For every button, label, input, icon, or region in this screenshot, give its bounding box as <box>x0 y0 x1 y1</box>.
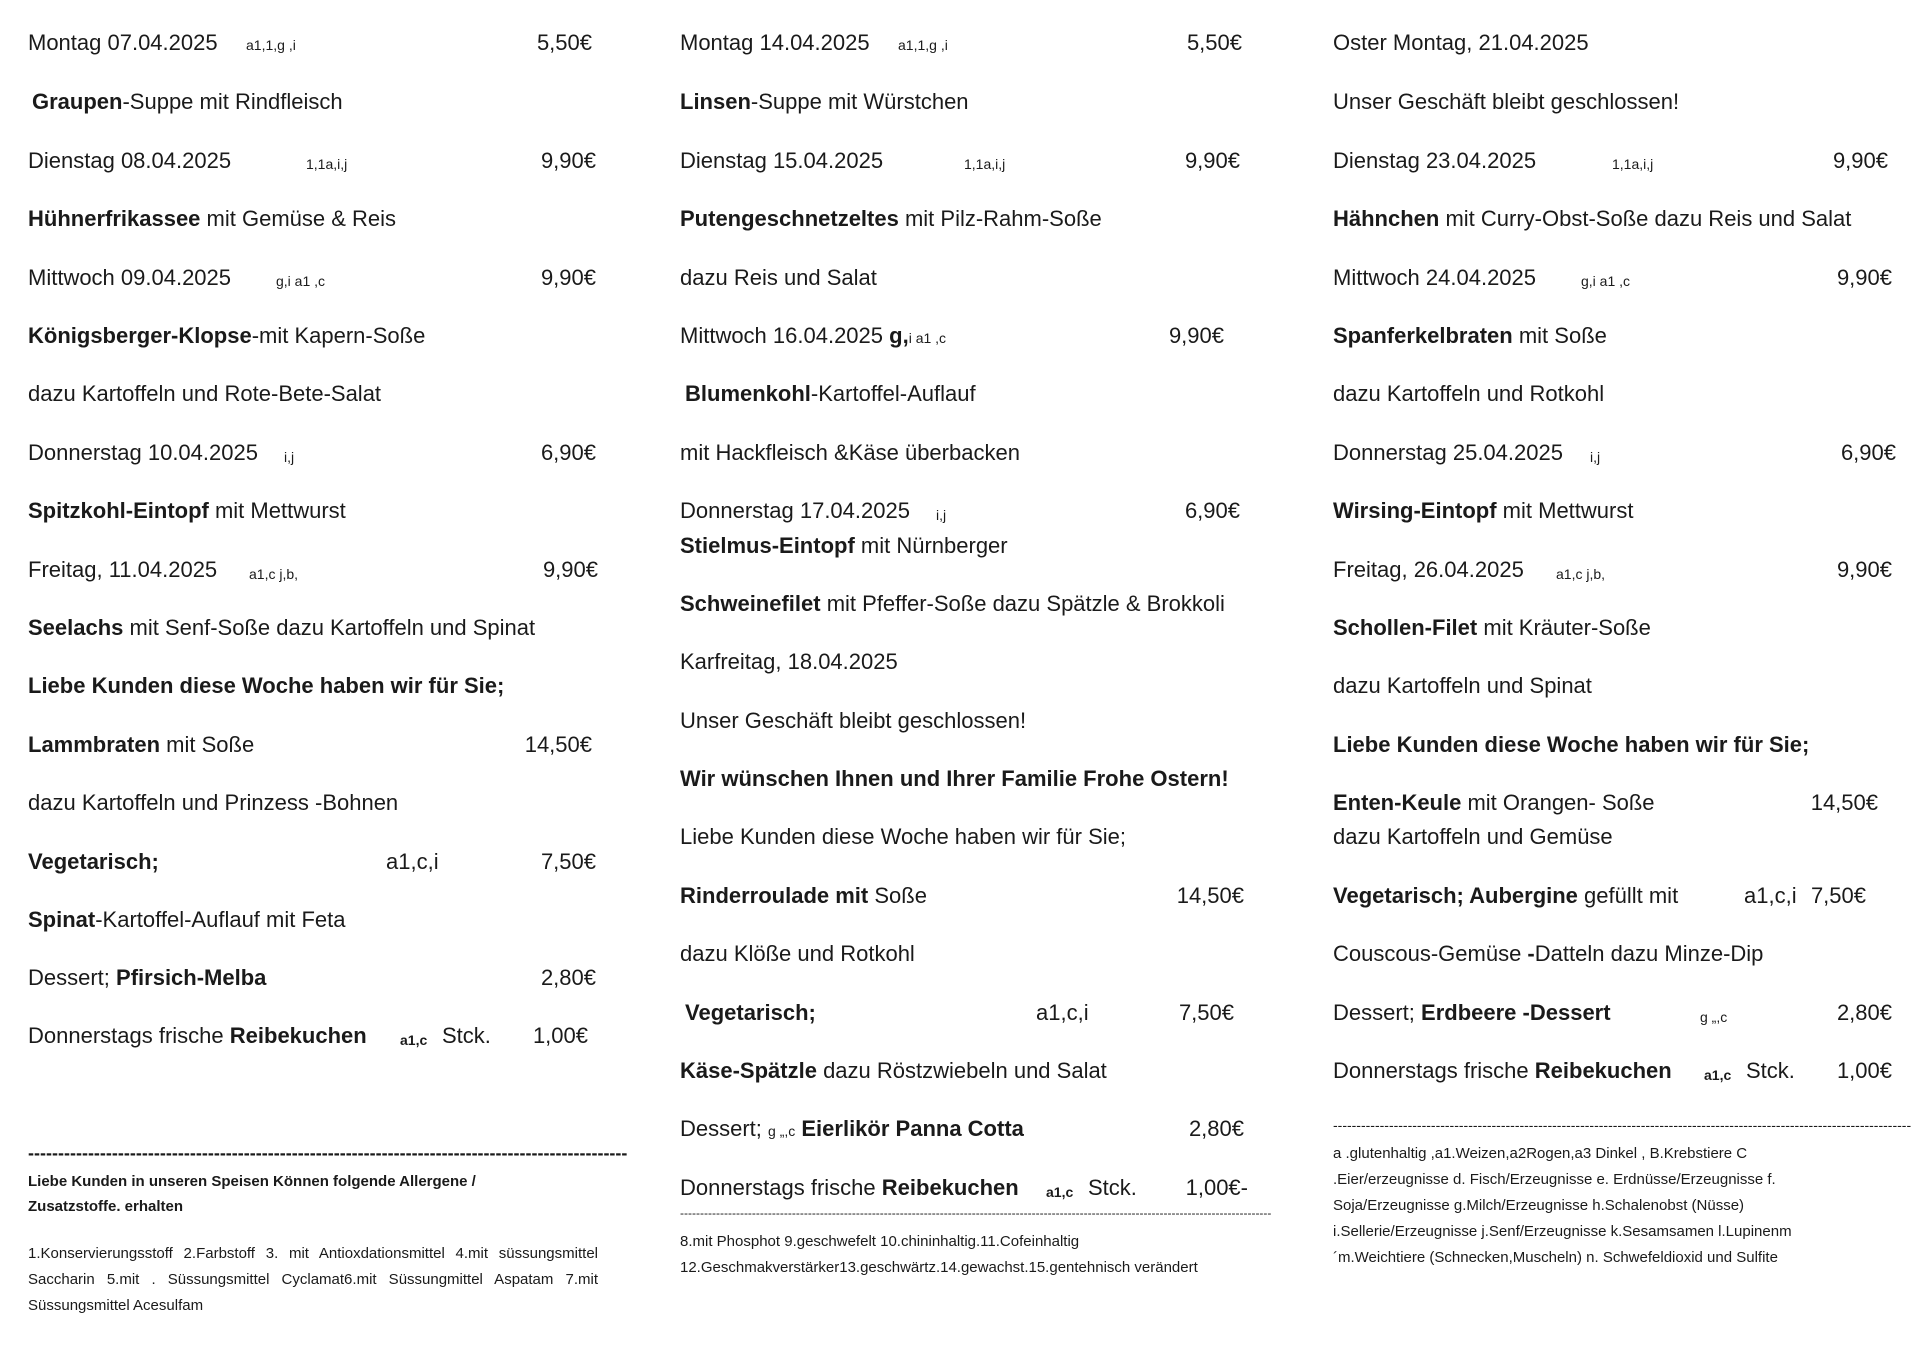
price: 14,50€ <box>524 732 592 757</box>
allergen-code: 1,1a,i,j <box>964 156 1006 172</box>
allergen-code: g „,c <box>1700 1009 1728 1025</box>
vegetarian-dish: Käse-Spätzle dazu Röstzwiebeln und Salat <box>680 1058 1107 1083</box>
dish: Schweinefilet mit Pfeffer-Soße dazu Spätzle & Brokkoli <box>680 591 1225 616</box>
price: 9,90€ <box>1836 265 1892 290</box>
closed-notice: Unser Geschäft bleibt geschlossen! <box>1333 89 1680 114</box>
footer-title: Zusatzstoffe. erhalten <box>28 1198 184 1215</box>
dish: Wirsing-Eintopf mit Mettwurst <box>1333 498 1634 523</box>
price: 1,00€ <box>532 1023 588 1048</box>
day-header: Dienstag 15.04.2025 <box>680 148 884 173</box>
price: 6,90€ <box>1184 498 1240 523</box>
vegetarian-side: Couscous-Gemüse -Datteln dazu Minze-Dip <box>1333 941 1764 966</box>
dish: Spitzkohl-Eintopf mit Mettwurst <box>28 498 346 523</box>
price: 9,90€ <box>1832 148 1888 173</box>
allergen-code: a1,c <box>1046 1184 1074 1200</box>
price: 9,90€ <box>1836 557 1892 582</box>
unit: Stck. <box>1746 1058 1795 1083</box>
allergen-code: a1,c <box>1704 1067 1732 1083</box>
day-header: Donnerstag 17.04.2025 <box>680 498 910 523</box>
special-dish: Rinderroulade mit Soße <box>680 883 927 908</box>
day-header: Donnerstag 25.04.2025 <box>1333 440 1563 465</box>
dish: Stielmus-Eintopf mit Nürnberger <box>680 533 1008 558</box>
allergen-code: a1,1,g ,i <box>898 37 948 53</box>
closed-notice: Unser Geschäft bleibt geschlossen! <box>680 708 1027 733</box>
special-dish: Lammbraten mit Soße <box>28 732 255 757</box>
allergen-code: a1,c <box>400 1032 428 1048</box>
divider: ---------------------------------------------------------------------------------------------------- <box>28 1143 628 1163</box>
dish-side: dazu Reis und Salat <box>680 265 877 290</box>
price: 7,50€ <box>1178 1000 1234 1025</box>
allergen-code: a1,c,i <box>386 849 439 874</box>
dessert: Dessert; Pfirsich-Melba <box>28 965 267 990</box>
dish: Linsen-Suppe mit Würstchen <box>680 89 969 114</box>
day-header: Dienstag 23.04.2025 <box>1333 148 1537 173</box>
price: 2,80€ <box>1188 1116 1244 1141</box>
dish: Blumenkohl-Kartoffel-Auflauf <box>685 381 976 406</box>
allergen-code: i,j <box>1590 449 1601 465</box>
footer-allergens: a .glutenhaltig ,a1.Weizen,a2Rogen,a3 Dinkel , B.Krebstiere C .Eier/erzeugnisse d. Fisch/Erzeugnisse e. Erdnüsse/Erzeugnisse f. Soja/Erzeugnisse g.Milch/Erzeugnisse h.Schalenobst (Nüsse) i.Sellerie/Erzeugnisse j.Senf/Erzeugnisse k.Sesamsamen l.Lupinenm´m.Weichtiere (Schnecken,Muscheln) n. Schwefeldioxid und Sulfite <box>1333 1145 1792 1266</box>
allergen-code: a1,c,i <box>1744 883 1797 908</box>
dish-side: dazu Kartoffeln und Spinat <box>1333 673 1592 698</box>
dish: Graupen-Suppe mit Rindfleisch <box>32 89 343 114</box>
special-side: dazu Klöße und Rotkohl <box>680 941 915 966</box>
price: 5,50€ <box>536 30 592 55</box>
footer-title: Liebe Kunden in unseren Speisen Können folgende Allergene / <box>28 1173 476 1190</box>
dessert: Dessert; g „,c Eierlikör Panna Cotta <box>680 1116 1024 1141</box>
price: 9,90€ <box>1184 148 1240 173</box>
price: 5,50€ <box>1186 30 1242 55</box>
day-header: Mittwoch 24.04.2025 <box>1333 265 1537 290</box>
dessert: Dessert; Erdbeere -Dessert <box>1333 1000 1611 1025</box>
reibekuchen: Donnerstags frische Reibekuchen <box>680 1175 1019 1200</box>
footer-additives: 8.mit Phosphot 9.geschwefelt 10.chininhaltig.11.Cofeinhaltig 12.Geschmakverstärker13.geschwärtz.14.gewachst.15.gentehnisch verändert <box>680 1233 1198 1276</box>
price: 6,90€ <box>1840 440 1896 465</box>
day-header: Oster Montag, 21.04.2025 <box>1333 30 1589 55</box>
day-header: Dienstag 08.04.2025 <box>28 148 232 173</box>
vegetarian-label: Vegetarisch; <box>685 1000 816 1025</box>
dish-side: mit Hackfleisch &Käse überbacken <box>680 440 1020 465</box>
week-intro: Liebe Kunden diese Woche haben wir für Sie; <box>680 824 1126 849</box>
dish: Königsberger-Klopse-mit Kapern-Soße <box>28 323 426 348</box>
price: 1,00€ <box>1836 1058 1892 1083</box>
price: 9,90€ <box>1168 323 1224 348</box>
price: 1,00€- <box>1185 1175 1248 1200</box>
price: 9,90€ <box>540 148 596 173</box>
footer-additives: 1.Konservierungsstoff 2.Farbstoff 3. mit Antioxdationsmittel 4.mit süssungsmittel Saccharin 5.mit . Süssungsmittel Cyclamat6.mit Süssungmittel Aspatam 7.mit Süssungsmittel Acesulfam <box>28 1245 598 1314</box>
price: 14,50€ <box>1810 790 1878 815</box>
unit: Stck. <box>442 1023 491 1048</box>
price: 2,80€ <box>540 965 596 990</box>
allergen-code: a1,c j,b, <box>1556 566 1606 582</box>
day-header: Donnerstag 10.04.2025 <box>28 440 258 465</box>
day-header: Freitag, 11.04.2025 <box>28 557 218 582</box>
allergen-code: g,i a1 ,c <box>1581 273 1631 289</box>
dish-side: dazu Kartoffeln und Rote-Bete-Salat <box>28 381 382 406</box>
dish: Putengeschnetzeltes mit Pilz-Rahm-Soße <box>680 206 1102 231</box>
day-header: Karfreitag, 18.04.2025 <box>680 649 898 674</box>
price: 6,90€ <box>540 440 596 465</box>
reibekuchen: Donnerstags frische Reibekuchen <box>28 1023 367 1048</box>
special-dish: Enten-Keule mit Orangen- Soße <box>1333 790 1655 815</box>
price: 2,80€ <box>1836 1000 1892 1025</box>
price: 9,90€ <box>540 265 596 290</box>
allergen-code: a1,1,g ,i <box>246 37 296 53</box>
vegetarian-dish: Vegetarisch; Aubergine gefüllt mit <box>1333 883 1679 908</box>
unit: Stck. <box>1088 1175 1137 1200</box>
divider: ---------------------------------------------------------------------------------------------------------------------------------------------------- <box>680 1206 1272 1220</box>
vegetarian-dish: Spinat-Kartoffel-Auflauf mit Feta <box>28 907 346 932</box>
allergen-code: a1,c,i <box>1036 1000 1089 1025</box>
dish: Hühnerfrikassee mit Gemüse & Reis <box>28 206 397 231</box>
day-header: Montag 14.04.2025 <box>680 30 870 55</box>
day-header: Montag 07.04.2025 <box>28 30 218 55</box>
allergen-code: a1,c j,b, <box>249 566 299 582</box>
dish: Spanferkelbraten mit Soße <box>1333 323 1607 348</box>
allergen-code: i,j <box>284 449 295 465</box>
price: 9,90€ <box>542 557 598 582</box>
dish: Seelachs mit Senf-Soße dazu Kartoffeln und Spinat <box>28 615 536 640</box>
allergen-code: i,j <box>936 507 947 523</box>
vegetarian-label: Vegetarisch; <box>28 849 159 874</box>
special-side: dazu Kartoffeln und Prinzess -Bohnen <box>28 790 399 815</box>
dish: Hähnchen mit Curry-Obst-Soße dazu Reis und Salat <box>1333 206 1852 231</box>
week-intro: Liebe Kunden diese Woche haben wir für Sie; <box>1333 732 1810 757</box>
allergen-code: 1,1a,i,j <box>1612 156 1654 172</box>
price: 7,50€ <box>1810 883 1866 908</box>
week-intro: Liebe Kunden diese Woche haben wir für Sie; <box>28 673 505 698</box>
price: 7,50€ <box>540 849 596 874</box>
allergen-code: g,i a1 ,c <box>276 273 326 289</box>
easter-greeting: Wir wünschen Ihnen und Ihrer Familie Frohe Ostern! <box>680 766 1229 791</box>
day-header: Mittwoch 09.04.2025 <box>28 265 232 290</box>
day-header: Mittwoch 16.04.2025 g,i a1 ,c <box>680 323 947 348</box>
divider: ---------------------------------------------------------------------------------------------------------------------------- <box>1333 1117 1912 1133</box>
reibekuchen: Donnerstags frische Reibekuchen <box>1333 1058 1672 1083</box>
dish: Schollen-Filet mit Kräuter-Soße <box>1333 615 1651 640</box>
special-side: dazu Kartoffeln und Gemüse <box>1333 824 1613 849</box>
dish-side: dazu Kartoffeln und Rotkohl <box>1333 381 1605 406</box>
price: 14,50€ <box>1176 883 1244 908</box>
allergen-code: 1,1a,i,j <box>306 156 348 172</box>
day-header: Freitag, 26.04.2025 <box>1333 557 1524 582</box>
